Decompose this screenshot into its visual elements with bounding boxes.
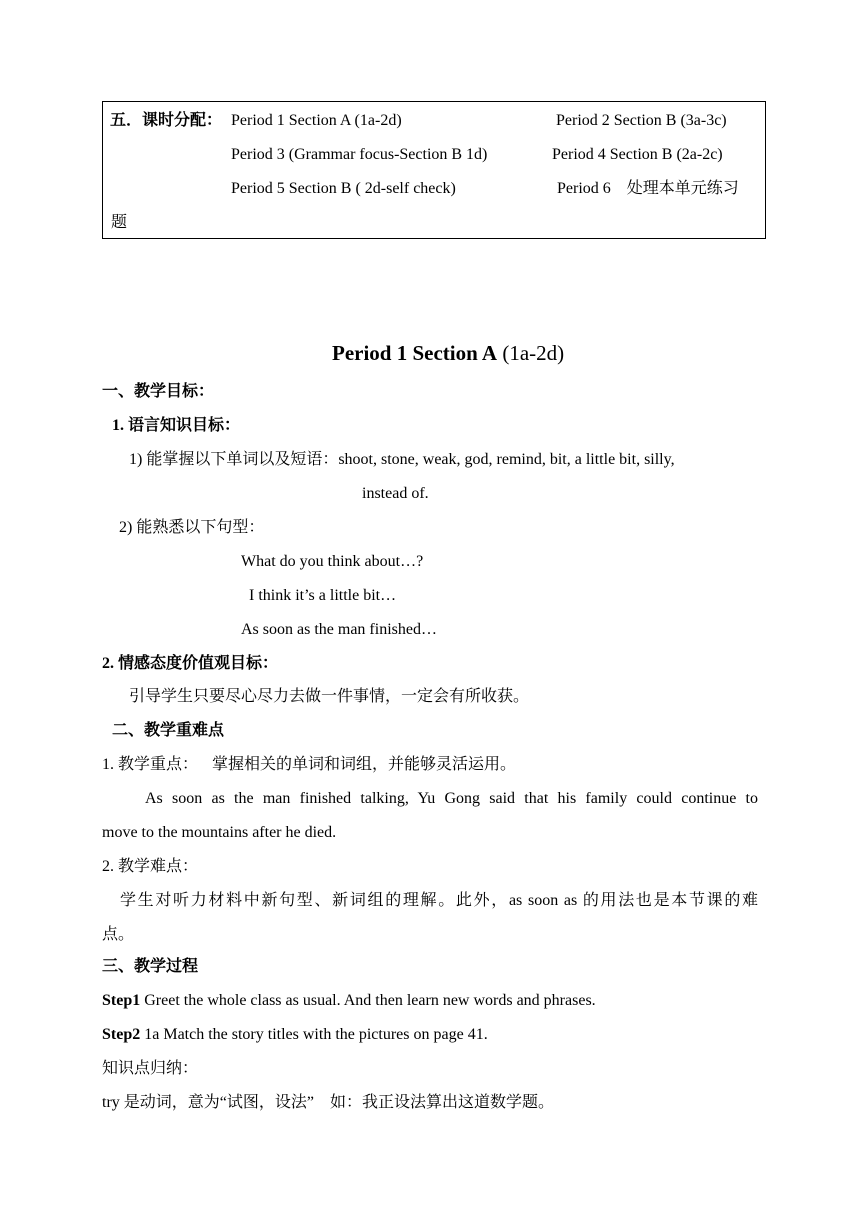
section-1-item-1: 1) 能掌握以下单词以及短语：shoot, stone, weak, god, remind, bit, a little bit, silly,: [129, 451, 675, 468]
key-point: [102, 755, 516, 775]
section-1-sub-2: 2. 情感态度价值观目标：: [102, 655, 279, 672]
schedule-period-6: Period 6 处理本单元练习: [557, 180, 739, 197]
sentence-pattern-1: What do you think about…?: [241, 553, 424, 570]
schedule-period-3: Period 3 (Grammar focus-Section B 1d): [231, 146, 488, 163]
schedule-period-6-cont: 题: [111, 214, 128, 231]
key-point-text: 掌握相关的单词和词组，并能够灵活运用。: [212, 756, 517, 773]
page-title: [332, 340, 564, 366]
key-point-label: 1. 教学重点：: [102, 756, 199, 773]
try-note: try 是动词，意为“试图，设法” 如：我正设法算出这道数学题。: [102, 1094, 554, 1111]
page-title-bold: Period 1 Section A: [332, 341, 498, 365]
difficult-line-2: 点。: [102, 926, 135, 943]
step-1: [102, 991, 596, 1011]
schedule-period-1: Period 1 Section A (1a-2d): [231, 112, 402, 129]
step-2-text: 1a Match the story titles with the pictures on page 41.: [140, 1026, 488, 1043]
sentence-pattern-2: I think it’s a little bit…: [249, 587, 397, 604]
step-2: [102, 1025, 488, 1045]
example-line-2: move to the mountains after he died.: [102, 824, 337, 841]
difficult-point-label: 2. 教学难点：: [102, 858, 199, 875]
schedule-period-2: Period 2 Section B (3a-3c): [556, 112, 727, 129]
section-1-item-2: 2) 能熟悉以下句型：: [119, 519, 265, 536]
section-1-sub-1: 1. 语言知识目标：: [112, 417, 241, 434]
step-2-label: Step2: [102, 1026, 141, 1043]
schedule-period-4: Period 4 Section B (2a-2c): [552, 146, 723, 163]
section-1-item-1-cont: instead of.: [362, 485, 429, 502]
section-3-heading: 三、教学过程: [102, 958, 199, 975]
emotion-goal: 引导学生只要尽心尽力去做一件事情，一定会有所收获。: [129, 688, 530, 705]
schedule-label: 五．课时分配：: [110, 112, 223, 129]
section-2-heading: 二、教学重难点: [112, 722, 225, 739]
sentence-pattern-3: As soon as the man finished…: [241, 621, 437, 638]
step-1-label: Step1: [102, 992, 141, 1009]
section-1-heading: 一、教学目标：: [102, 383, 215, 400]
step-1-text: Greet the whole class as usual. And then learn new words and phrases.: [140, 992, 596, 1009]
knowledge-summary: 知识点归纳：: [102, 1060, 199, 1077]
example-line-1: As soon as the man finished talking, Yu Gong said that his family could continue to: [145, 790, 758, 807]
difficult-line-1: 学生对听力材料中新句型、新词组的理解。此外，as soon as 的用法也是本节课的难: [120, 892, 758, 909]
page-title-normal: (1a-2d): [497, 341, 565, 365]
schedule-period-5: Period 5 Section B ( 2d-self check): [231, 180, 456, 197]
